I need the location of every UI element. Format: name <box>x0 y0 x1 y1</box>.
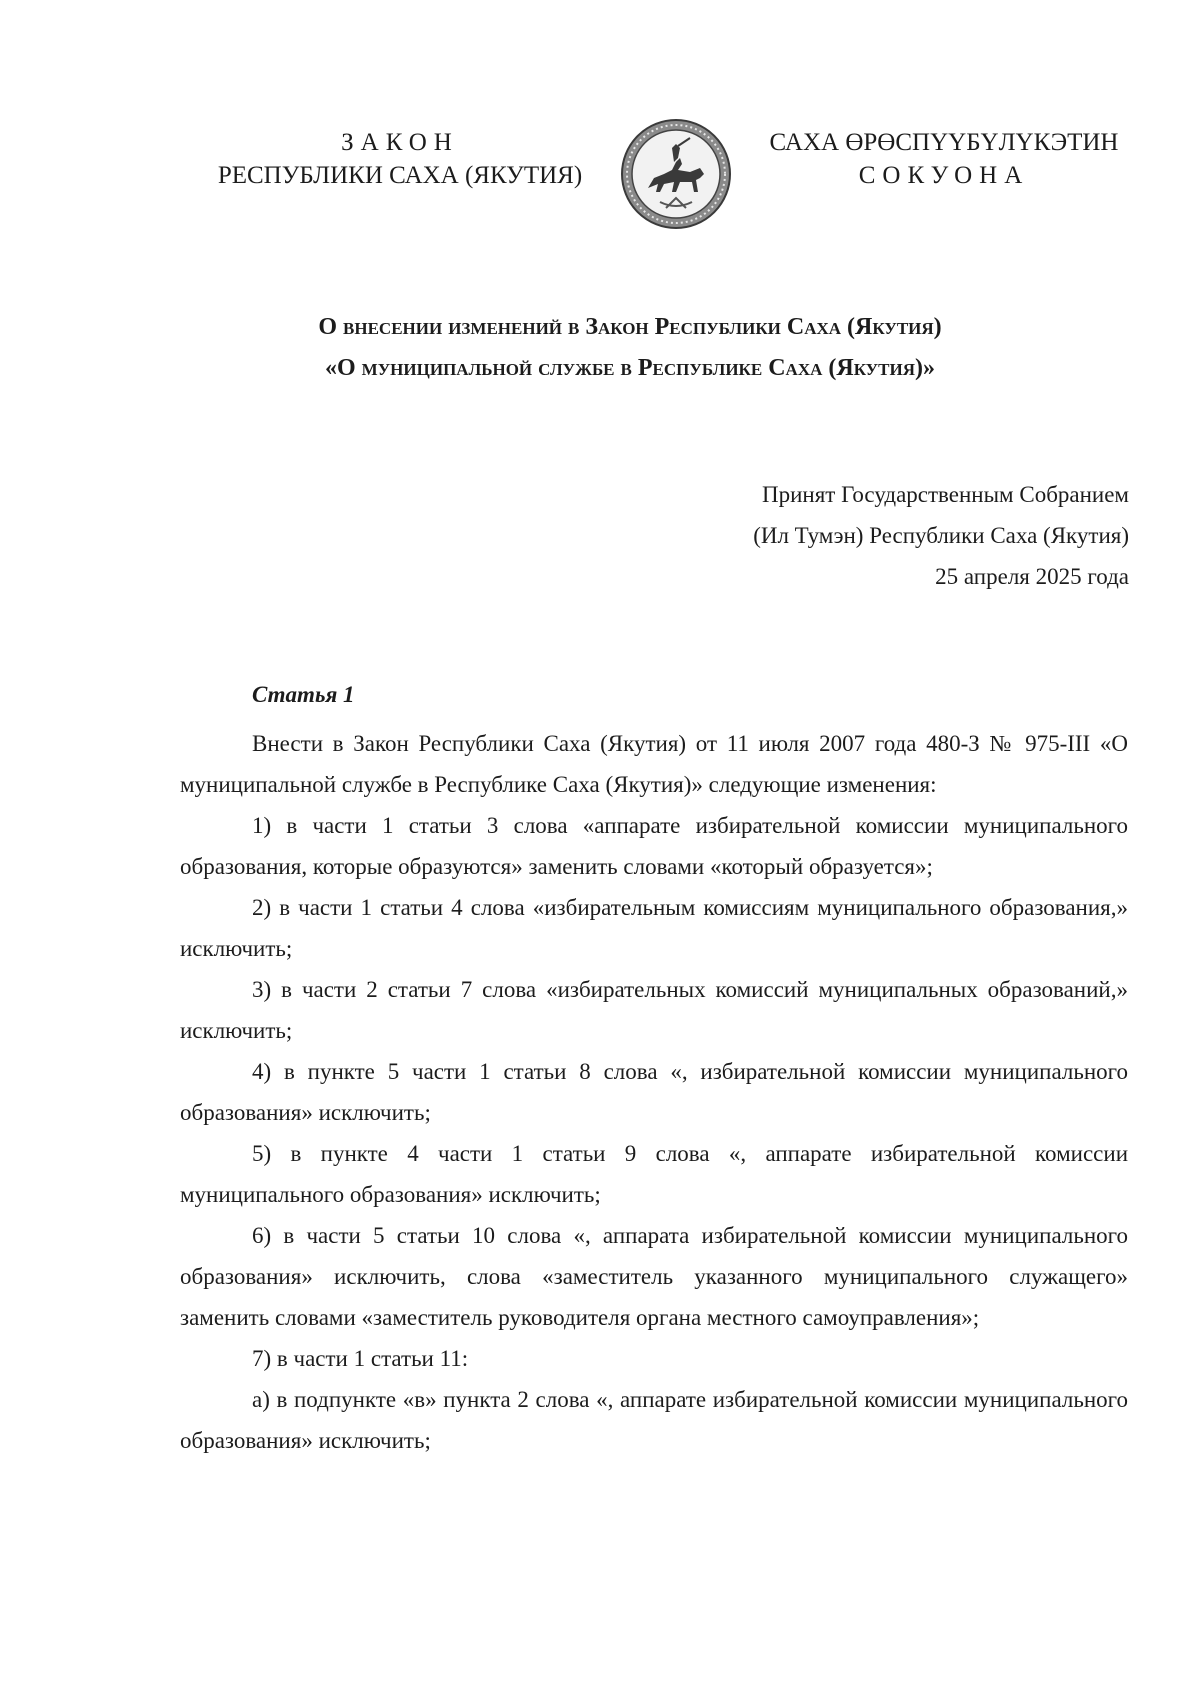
republic-name-ru: РЕСПУБЛИКИ САХА (ЯКУТИЯ) <box>217 162 583 189</box>
paragraph: а) в подпункте «в» пункта 2 слова «, аппарате избирательной комиссии муниципального образования» исключить; <box>180 1387 1128 1453</box>
law-word-sakha: СОКУОНА <box>858 162 1030 189</box>
adoption-line-1: Принят Государственным Собранием <box>761 482 1129 507</box>
adoption-line-2: (Ил Тумэн) Республики Саха (Якутия) <box>753 523 1129 548</box>
paragraph: 1) в части 1 статьи 3 слова «аппарате избирательной комиссии муниципального образования, которые образуются» заменить словами «который образуется»; <box>180 813 1128 879</box>
paragraph: 5) в пункте 4 части 1 статьи 9 слова «, аппарате избирательной комиссии муниципального образования» исключить; <box>180 1141 1128 1207</box>
adoption-note <box>753 474 1129 597</box>
article-heading: Статья 1 <box>252 682 355 707</box>
article-body <box>180 723 1128 1461</box>
paragraph: 2) в части 1 статьи 4 слова «избирательным комиссиям муниципального образования,» исключить; <box>180 895 1128 961</box>
header-right <box>764 126 1124 192</box>
paragraph: 6) в части 5 статьи 10 слова «, аппарата избирательной комиссии муниципального образования» исключить, слова «заместитель указанного муниципального служащего» заменить словами «заместитель руководителя органа местного самоуправления»; <box>180 1223 1128 1330</box>
paragraph: 4) в пункте 5 части 1 статьи 8 слова «, избирательной комиссии муниципального образования» исключить; <box>180 1059 1128 1125</box>
law-word: ЗАКОН <box>341 129 459 156</box>
header-left <box>180 126 620 192</box>
coat-of-arms-icon <box>620 118 732 230</box>
paragraph: 3) в части 2 статьи 7 слова «избирательных комиссий муниципальных образований,» исключить; <box>180 977 1128 1043</box>
paragraph: Внести в Закон Республики Саха (Якутия) от 11 июля 2007 года 480-З № 975-III «О муниципальной службе в Республике Саха (Якутия)» следующие изменения: <box>180 731 1128 797</box>
law-title-line-1: О внесении изменений в Закон Республики Саха (Якутия) <box>318 314 942 340</box>
republic-name-sakha: САХА ӨРӨСПҮҮБҮЛҮКЭТИН <box>769 129 1119 156</box>
paragraph: 7) в части 1 статьи 11: <box>252 1346 469 1371</box>
adoption-date: 25 апреля 2025 года <box>935 564 1129 589</box>
law-title-line-2: «О муниципальной службе в Республике Саха (Якутия)» <box>324 355 935 381</box>
